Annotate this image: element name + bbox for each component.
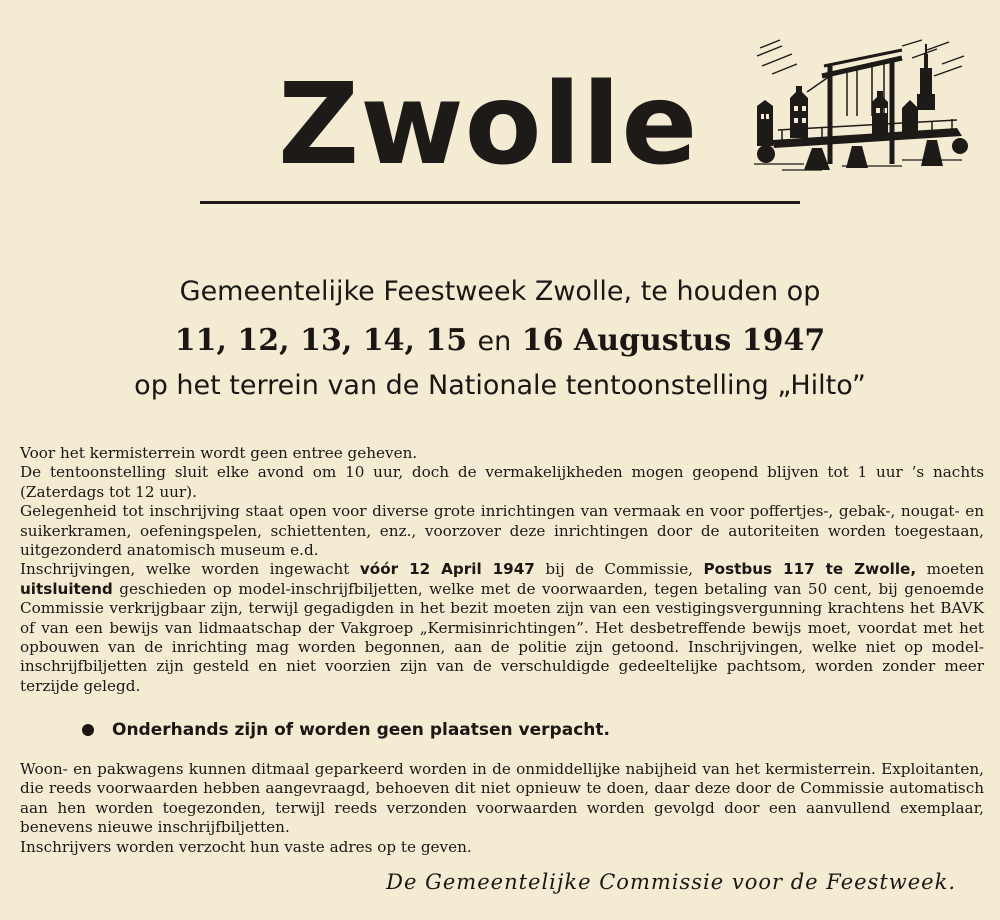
drawbridge-illustration <box>752 36 972 172</box>
postbus-address: Postbus 117 te Zwolle, <box>703 560 917 579</box>
paragraph-registration: Gelegenheid tot inschrijving staat open voor diverse grote inrichtingen van vermaak en voor poffertjes-, gebak-, nougat- en suikerkramen, oefeningspelen, schiettenten, enz., voorzover deze inrichtingen door de autoriteiten worden toegestaan, uitgezonderd anatomisch museum e.d. <box>20 502 984 560</box>
headline-dates <box>0 323 1000 358</box>
paragraph-address: Inschrijvers worden verzocht hun vaste adres op te geven. <box>20 837 472 856</box>
body-text <box>20 444 984 696</box>
dates-part2: 16 Augustus 1947 <box>521 323 826 358</box>
conditions-text-d: geschieden op model-inschrijfbiljetten, welke met de voorwaarden, tegen betaling van 50 cent, bij genoemde Commissie verkrijgbaar zijn, terwijl gegadigden in het bezit moeten zijn van een vestigingsvergunning krachtens het BAVK of van een bewijs van lidmaatschap der Vakgroep „Kermisinrichtingen”. Het desbetreffende bewijs moet, voordat met het opbouwen van de inrichting mag worden begonnen, aan de politie zijn getoond. Inschrijvingen, welke niet op model-inschrijfbiljetten zijn gesteld en niet voorzien zijn van de verschuldigde gedeeltelijke pachtsom, worden zonder meer terzijde gelegd. <box>20 579 984 695</box>
title-divider <box>200 201 800 204</box>
notice <box>82 720 610 740</box>
headline-event: Gemeentelijke Feestweek Zwolle, te houden op <box>179 276 821 307</box>
paragraph-entrance: Voor het kermisterrein wordt geen entree geheven. <box>20 444 418 462</box>
signature: De Gemeentelijke Commissie voor de Feestweek. <box>386 870 956 894</box>
dates-connector: en <box>477 326 512 357</box>
body-text-2 <box>20 760 984 857</box>
headline-location: op het terrein van de Nationale tentoonstelling „Hilto” <box>134 370 866 401</box>
dates-part1: 11, 12, 13, 14, 15 <box>174 323 468 358</box>
conditions-text-c: moeten <box>916 560 985 579</box>
exclusive-word: uitsluitend <box>20 579 113 598</box>
paragraph-hours: De tentoonstelling sluit elke avond om 10 uur, doch de vermakelijkheden mogen geopend blijven tot 1 uur ’s nachts (Zaterdags tot 12 uur). <box>20 463 984 501</box>
conditions-text-b: bij de Commissie, <box>534 560 704 579</box>
deadline-date: vóór 12 April 1947 <box>359 560 535 579</box>
notice-text: Onderhands zijn of worden geen plaatsen verpacht. <box>112 720 610 740</box>
paragraph-parking: Woon- en pakwagens kunnen ditmaal geparkeerd worden in de onmiddellijke nabijheid van het kermisterrein. Exploitanten, die reeds voorwaarden hebben aangevraagd, behoeven dit niet opnieuw te doen, daar deze door de Commissie automatisch aan hen worden toegezonden, terwijl reeds verzonden voorwaarden worden gevolgd door een aanvullend exemplaar, benevens nieuwe inschrijfbiljetten. <box>20 760 984 837</box>
paragraph-conditions <box>20 560 984 696</box>
poster-title: Zwolle <box>278 60 699 190</box>
conditions-text-a: Inschrijvingen, welke worden ingewacht <box>20 560 360 579</box>
bullet-icon <box>82 724 94 736</box>
